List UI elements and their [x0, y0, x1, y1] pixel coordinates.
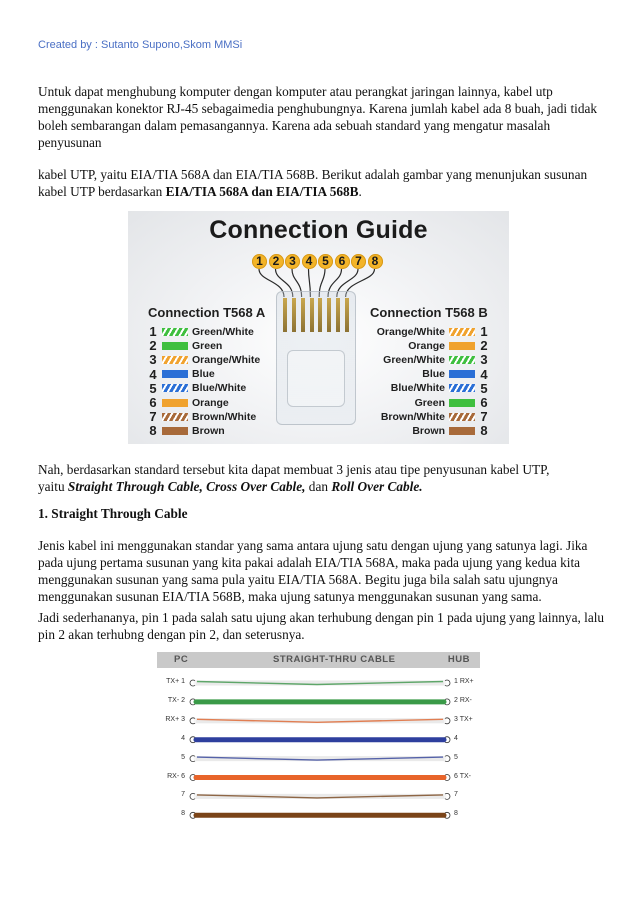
striped-swatch [449, 328, 475, 336]
wire-left-label: RX+ 3 [165, 715, 185, 723]
wire-left-label: 4 [181, 734, 185, 742]
types-line1: Nah, berdasarkan standard tersebut kita dapat membuat 3 jenis atau tipe penyusunan kabel UTP, [38, 462, 550, 477]
diagram-hub-label: HUB [447, 654, 470, 665]
wire-number: 5 [480, 380, 488, 396]
striped-swatch [449, 413, 475, 421]
wire-number: 8 [480, 423, 488, 439]
wire-right-label: 7 [454, 791, 458, 799]
wire-number: 6 [480, 395, 488, 410]
pin-badge-2: 2 [269, 254, 284, 269]
pin-badge-6: 6 [335, 254, 350, 269]
t568b-title: Connection T568 B [370, 305, 488, 320]
types-roll: Roll Over Cable. [331, 479, 423, 494]
striped-swatch [162, 328, 188, 336]
standard-text: kabel UTP, yaitu EIA/TIA 568A dan EIA/TIA 568B. Berikut adalah gambar yang menunjukan susunan kabel UTP berdasarkan [38, 167, 588, 199]
wire-right-label: 8 [454, 810, 458, 818]
t568b-row [422, 368, 489, 381]
wire-right-label: 6 TX- [454, 772, 471, 780]
straight-summary: Jadi sederhananya, pin 1 pada salah satu ujung akan terhubung dengan pin 1 pada ujung yang lainnya, lalu pin 2 akan terhubng dengan pin 2, dan seterusnya. [38, 610, 605, 642]
wire-label: Green [192, 339, 223, 352]
wire-label: Blue/White [390, 382, 445, 395]
t568a-row [148, 339, 222, 352]
t568a-row [148, 396, 229, 409]
types-paragraph [38, 461, 603, 495]
standard-bold-text: EIA/TIA 568A dan EIA/TIA 568B [165, 184, 359, 199]
document-header: Created by : Sutanto Supono,Skom MMSi [38, 39, 243, 51]
solid-swatch [162, 427, 188, 435]
t568a-row [148, 424, 225, 437]
wire-label: Orange/White [192, 353, 261, 366]
wire-lines [157, 652, 480, 824]
wire-number: 5 [149, 380, 157, 396]
wire-right-label: 4 [454, 734, 458, 742]
wire-label: Blue/White [192, 382, 247, 395]
wire-number: 8 [149, 423, 157, 439]
guide-title: Connection Guide [209, 216, 428, 244]
solid-swatch [162, 342, 188, 350]
wire-right-label: 3 TX+ [454, 715, 473, 723]
standard-period: . [358, 184, 362, 199]
plug-body [287, 350, 345, 407]
wire-label: Brown [192, 424, 225, 437]
pin-badge-8: 8 [368, 254, 383, 269]
wire-left-label: TX- 2 [167, 696, 185, 704]
striped-swatch [449, 384, 475, 392]
solid-swatch [449, 370, 475, 378]
straight-description: Jenis kabel ini menggunakan standar yang sama antara ujung satu dengan ujung yang satunya lagi. Jika pada ujung pertama susunan yang kita pakai adalah EIA/TIA 568A, maka pada ujung yang kedua kita menggunakan susunan yang sama pula yaitu EIA/TIA 568A. Begitu juga bila salah satu ujungnya menggunakan susunan EIA/TIA 568B, maka ujung satunya menggunakan susunan yang sama. [38, 538, 588, 604]
t568b-row [377, 325, 489, 338]
solid-swatch [449, 342, 475, 350]
wire-number: 4 [480, 366, 488, 382]
t568b-row [415, 396, 489, 409]
pin-badge-1: 1 [252, 254, 267, 269]
wire-left-label: 5 [181, 753, 185, 761]
striped-swatch [162, 384, 188, 392]
wire-label: Orange [408, 339, 445, 352]
t568b-row [408, 339, 489, 352]
solid-swatch [449, 399, 475, 407]
diagram-pc-label: PC [174, 654, 189, 665]
connection-guide-image [128, 211, 509, 444]
t568b-row [391, 382, 489, 395]
wire-number: 2 [480, 338, 488, 354]
t568a-row [148, 410, 256, 423]
wire-label: Orange [192, 396, 229, 409]
wire-number: 1 [480, 324, 488, 339]
solid-swatch [162, 370, 188, 378]
wire-left-label: 7 [181, 791, 185, 799]
pin-badge-5: 5 [318, 254, 333, 269]
wire-label: Green/White [192, 325, 254, 338]
wire-label: Brown [412, 424, 445, 437]
wire-number: 3 [480, 352, 488, 368]
wire-number: 7 [149, 409, 157, 425]
wire-right-label: 1 RX+ [454, 678, 474, 685]
rj45-plug [276, 291, 356, 425]
wire-number: 7 [480, 409, 488, 425]
types-straight-cross: Straight Through Cable, Cross Over Cable, [67, 479, 306, 494]
straight-thru-diagram [157, 652, 480, 824]
wire-right-label: 2 RX- [454, 696, 472, 704]
striped-swatch [162, 413, 188, 421]
plug-contacts [283, 298, 349, 332]
wire-number: 1 [149, 324, 157, 339]
solid-swatch [162, 399, 188, 407]
wire-label: Orange/White [376, 325, 445, 338]
t568a-row [148, 325, 254, 338]
wire-number: 2 [149, 338, 157, 354]
wire-number: 3 [149, 352, 157, 368]
wire-number: 6 [149, 395, 157, 410]
t568b-row [412, 424, 489, 437]
section-heading-straight: 1. Straight Through Cable [38, 506, 188, 521]
wire-label: Blue [422, 368, 445, 381]
standard-paragraph [38, 166, 603, 200]
types-dan: dan [305, 479, 332, 494]
wire-number: 4 [149, 366, 157, 382]
wire-label: Green/White [383, 353, 445, 366]
t568a-title: Connection T568 A [148, 305, 266, 320]
wire-label: Green [414, 396, 445, 409]
pin-badge-3: 3 [285, 254, 300, 269]
wire-left-label: 8 [181, 810, 185, 818]
pin-badge-4: 4 [302, 254, 317, 269]
wire-left-label: RX- 6 [167, 772, 185, 780]
pin-badge-7: 7 [351, 254, 366, 269]
t568a-row [148, 382, 246, 395]
diagram-title: STRAIGHT-THRU CABLE [273, 654, 396, 665]
striped-swatch [162, 356, 188, 364]
wire-label: Brown/White [192, 410, 257, 423]
intro-paragraph: Untuk dapat menghubung komputer dengan komputer atau perangkat jaringan lainnya, kabel utp menggunakan konektor RJ-45 sebagaimedia penghubungnya. Karena jumlah kabel ada 8 buah, jadi tidak boleh sembarangan dalam pemasangannya. Karena ada sebuah standard yang mengatur masalah penyusunan [38, 84, 598, 150]
wire-label: Brown/White [380, 410, 445, 423]
t568b-row [383, 353, 489, 366]
striped-swatch [449, 356, 475, 364]
solid-swatch [449, 427, 475, 435]
wire-left-label: TX+ 1 [166, 678, 185, 685]
wire-label: Blue [192, 368, 215, 381]
wire-right-label: 5 [454, 753, 458, 761]
types-yaitu: yaitu [38, 479, 68, 494]
t568a-row [148, 368, 215, 381]
t568b-row [381, 410, 489, 423]
t568a-row [148, 353, 260, 366]
